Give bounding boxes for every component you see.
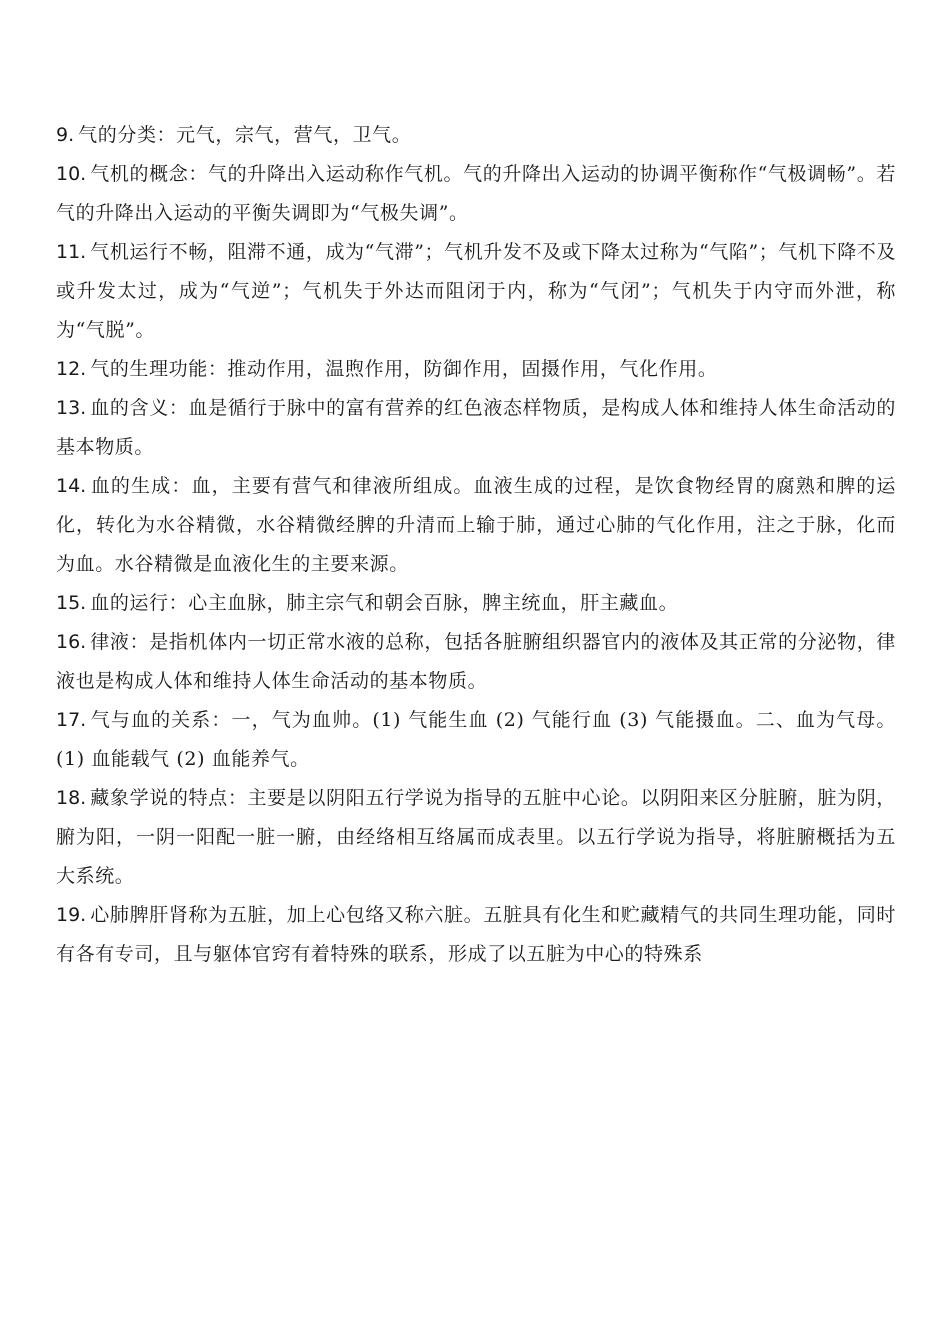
list-item [56, 233, 896, 350]
item-number: 13. [56, 397, 87, 419]
list-item [56, 584, 896, 623]
item-text: 气机的概念：气的升降出入运动称作气机。气的升降出入运动的协调平衡称作“气极调畅”。若气的升降出入运动的平衡失调即为“气极失调”。 [56, 163, 896, 224]
item-text: 律液：是指机体内一切正常水液的总称，包括各脏腑组织器官内的液体及其正常的分泌物，律液也是构成人体和维持人体生命活动的基本物质。 [56, 631, 896, 692]
item-number: 19. [56, 904, 87, 926]
item-text: 气的分类：元气，宗气，营气，卫气。 [78, 124, 412, 146]
item-number: 9. [56, 124, 75, 146]
item-text: 血的含义：血是循行于脉中的富有营养的红色液态样物质，是构成人体和维持人体生命活动的基本物质。 [56, 397, 896, 458]
item-text: 心肺脾肝肾称为五脏，加上心包络又称六脏。五脏具有化生和贮藏精气的共同生理功能，同时有各有专司，且与躯体官窍有着特殊的联系，形成了以五脏为中心的特殊系 [56, 904, 896, 965]
item-text: 血的生成：血，主要有营气和律液所组成。血液生成的过程，是饮食物经胃的腐熟和脾的运化，转化为水谷精微，水谷精微经脾的升清而上输于肺，通过心肺的气化作用，注之于脉，化而为血。水谷精微是血液化生的主要来源。 [56, 475, 896, 575]
list-item [56, 467, 896, 584]
list-item [56, 116, 896, 155]
item-text: 气的生理功能：推动作用，温煦作用，防御作用，固摄作用，气化作用。 [90, 358, 718, 380]
document-body [56, 116, 896, 974]
item-text: 藏象学说的特点：主要是以阴阳五行学说为指导的五脏中心论。以阴阳来区分脏腑，脏为阴，腑为阳，一阴一阳配一脏一腑，由经络相互络属而成表里。以五行学说为指导，将脏腑概括为五大系统。 [56, 787, 896, 887]
item-number: 18. [56, 787, 87, 809]
item-number: 14. [56, 475, 87, 497]
item-number: 11. [56, 241, 87, 263]
list-item [56, 896, 896, 974]
item-number: 16. [56, 631, 87, 653]
list-item [56, 701, 896, 779]
item-text: 气机运行不畅，阻滞不通，成为“气滞”；气机升发不及或下降太过称为“气陷”；气机下降不及或升发太过，成为“气逆”；气机失于外达而阻闭于内，称为“气闭”；气机失于内守而外泄，称为“气脱”。 [56, 241, 896, 341]
list-item [56, 623, 896, 701]
item-number: 12. [56, 358, 87, 380]
item-text: 血的运行：心主血脉，肺主宗气和朝会百脉，脾主统血，肝主藏血。 [90, 592, 679, 614]
item-number: 15. [56, 592, 87, 614]
list-item [56, 155, 896, 233]
item-text: 气与血的关系：一，气为血帅。(1) 气能生血 (2) 气能行血 (3) 气能摄血。二、血为气母。(1) 血能载气 (2) 血能养气。 [56, 709, 896, 770]
list-item [56, 779, 896, 896]
item-number: 17. [56, 709, 87, 731]
list-item [56, 350, 896, 389]
item-number: 10. [56, 163, 87, 185]
list-item [56, 389, 896, 467]
